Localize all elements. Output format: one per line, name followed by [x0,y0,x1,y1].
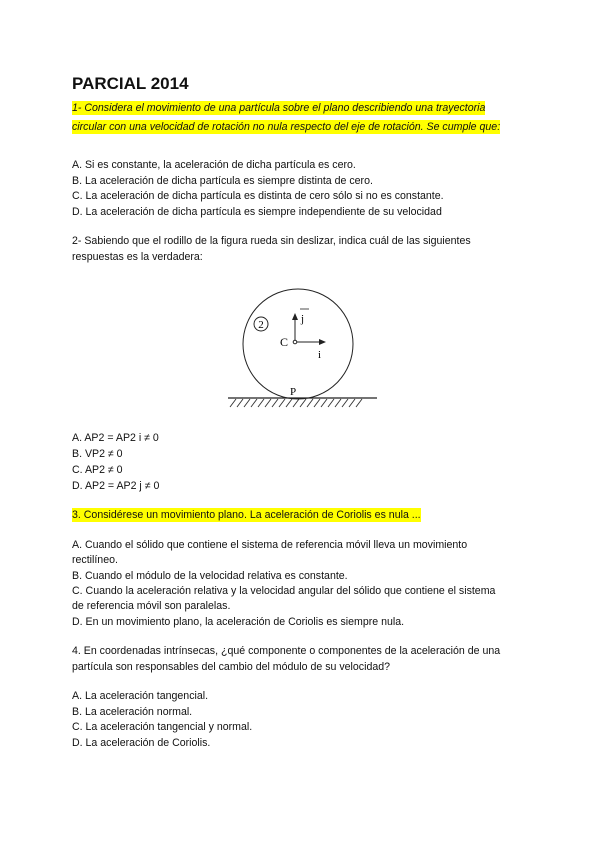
question-2-text: 2- Sabiendo que el rodillo de la figura rueda sin deslizar, indica cuál de las siguientes [72,235,471,247]
answer-option: rectilíneo. [72,554,118,566]
answer-option: C. Cuando la aceleración relativa y la velocidad angular del sólido que contiene el sistema [72,585,496,597]
answer-option: B. La aceleración de dicha partícula es siempre distinta de cero. [72,175,373,187]
question-4-text: 4. En coordenadas intrínsecas, ¿qué componente o componentes de la aceleración de una [72,645,501,657]
question-4-text: partícula son responsables del cambio del módulo de su velocidad? [72,661,391,673]
question-2-text: respuestas es la verdadera: [72,251,203,263]
answer-option: D. La aceleración de dicha partícula es siempre independiente de su velocidad [72,206,442,218]
ground-hatching [230,399,362,407]
answer-option: B. VP2 ≠ 0 [72,448,123,460]
answer-option: A. La aceleración tangencial. [72,690,209,702]
j-label: j [301,313,305,325]
question-3-text: 3. Considérese un movimiento plano. La aceleración de Coriolis es nula ... [72,509,421,521]
answer-option: C. AP2 ≠ 0 [72,464,123,476]
answer-option: C. La aceleración de dicha partícula es distinta de cero sólo si no es constante. [72,190,444,202]
answer-option: B. Cuando el módulo de la velocidad relativa es constante. [72,570,348,582]
body-label: 2 [258,319,264,331]
answer-option: de referencia móvil son paralelas. [72,600,231,612]
answer-option: D. La aceleración de Coriolis. [72,737,211,749]
answer-option: A. Cuando el sólido que contiene el sistema de referencia móvil lleva un movimiento [72,539,468,551]
answer-option: D. En un movimiento plano, la aceleración de Coriolis es siempre nula. [72,616,405,628]
page-title: PARCIAL 2014 [72,74,189,93]
i-label: i [318,349,322,361]
answer-option: C. La aceleración tangencial y normal. [72,721,253,733]
question-1-text: circular con una velocidad de rotación no nula respecto del eje de rotación. Se cumple que: [72,121,501,133]
answer-option: A. AP2 = AP2 i ≠ 0 [72,432,159,444]
answer-option: A. Si es constante, la aceleración de dicha partícula es cero. [72,159,356,171]
answer-option: D. AP2 = AP2 j ≠ 0 [72,480,160,492]
roller-circle [243,289,353,399]
center-point [293,340,297,344]
answer-option: B. La aceleración normal. [72,706,193,718]
center-label: C [280,335,289,349]
question-1-text: 1- Considera el movimiento de una partícula sobre el plano describiendo una trayectoria [72,102,486,114]
contact-label: P [290,386,297,398]
